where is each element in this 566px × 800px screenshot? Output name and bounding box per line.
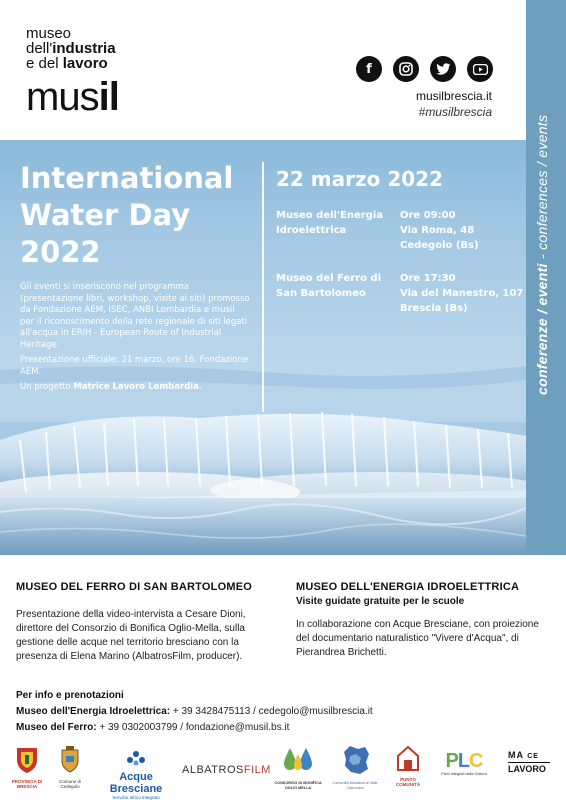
venue-2-name: Museo del Ferro di San Bartolomeo [276, 273, 382, 299]
description-text: Gli eventi si inseriscono nel programma (presentazione libri, workshop, visite ai siti) promosso da Fondazione AEM, ISEC, ANBI Lombardia e musil per il riconoscimento della rete regionale di siti legati all'acqua in ERIH - European Route of Industrial Heritage. [20, 282, 250, 350]
matrice-lavoro-logo: MA CE LAVORO [508, 750, 550, 774]
project-text: Un progetto Matrice Lavoro Lombardia. [20, 382, 202, 392]
municipal-crest-icon [59, 746, 81, 774]
hero-divider [262, 162, 264, 412]
right-column-subheading: Visite guidate gratuite per le scuole [296, 596, 465, 607]
logo-line-1: museo [26, 25, 72, 42]
comunita-montana-logo: Comunità Montana di Valle Camonica [332, 744, 378, 790]
comune-logo: Comune di Cedegolo [54, 746, 86, 789]
right-column-heading: MUSEO DELL'ENERGIA IDROELETTRICA [296, 581, 520, 593]
contact-info [16, 688, 373, 736]
venue-1-details: Ore 09:00 Via Roma, 48 Cedegolo (Bs) [400, 210, 479, 251]
right-column-text: In collaborazione con Acque Bresciane, con proiezione del documentario naturalistico "Vivere d'Acqua", di Pierandrea Brichetti. [296, 619, 539, 658]
youtube-icon[interactable] [467, 56, 493, 82]
droplets-icon [281, 744, 315, 776]
contact-ferro-value[interactable]: + 39 0302003799 / fondazione@musil.bs.it [96, 722, 290, 733]
left-column-text: Presentazione della video-intervista a Cesare Dioni, direttore del Consorzio di Bonifica Oglio-Mella, sulla gestione delle acque nel territorio bresciano con la presenza di Elena Marino (AlbatrosFilm, producer). [16, 609, 246, 662]
event-description [20, 282, 250, 398]
hero-banner [0, 140, 526, 555]
hashtag: #musilbrescia [418, 105, 492, 119]
category-label: conferenze / eventi - conferences / events [534, 114, 550, 395]
logo-line-3: e del lavoro [26, 55, 108, 72]
facebook-icon[interactable]: f [356, 56, 382, 82]
punto-comunita-logo: PUNTO COMUNITÀ [388, 744, 428, 787]
logo-musil: musil [26, 75, 119, 119]
provincia-logo: PROVINCIA DI BRESCIA [10, 746, 44, 789]
website-block [416, 88, 492, 120]
event-date: 22 marzo 2022 [276, 167, 444, 191]
social-links [356, 56, 493, 82]
partner-logos [10, 742, 556, 800]
instagram-icon[interactable] [393, 56, 419, 82]
contact-line-ferro: Museo del Ferro: + 39 0302003799 / fondazione@musil.bs.it [16, 722, 290, 733]
twitter-icon[interactable] [430, 56, 456, 82]
website-link[interactable]: musilbrescia.it [415, 89, 492, 103]
crest-icon [15, 746, 39, 774]
musil-logo[interactable] [26, 26, 119, 117]
presentation-text: Presentazione ufficiale: 21 marzo, ore 16, Fondazione AEM. [20, 355, 249, 377]
venue-1-name: Museo dell'Energia Idroelettrica [276, 210, 384, 236]
event-title: International Water Day 2022 [20, 161, 234, 269]
contact-title: Per info e prenotazioni [16, 690, 124, 701]
water-drops-icon [126, 750, 146, 766]
consorzio-logo: CONSORZIO DI BONIFICA OGLIO MELLA [274, 744, 322, 790]
albatros-film-logo: ALBATROSFILM [182, 764, 271, 776]
venue-2-details: Ore 17:30 Via del Manestro, 107 Brescia (Bs) [400, 273, 524, 314]
building-icon [395, 744, 421, 772]
plc-logo: PLC Piani Integrati della Cultura [441, 750, 487, 776]
left-column-heading: MUSEO DEL FERRO DI SAN BARTOLOMEO [16, 581, 252, 593]
contact-cedegolo-value[interactable]: + 39 3428475113 / cedegolo@musilbrescia.it [170, 706, 373, 717]
logo-line-2: dell'industria [26, 40, 116, 57]
region-map-icon [338, 744, 372, 776]
header [0, 0, 526, 140]
contact-line-cedegolo: Museo dell'Energia Idroelettrica: + 39 3428475113 / cedegolo@musilbrescia.it [16, 706, 373, 717]
acque-bresciane-logo: Acque Bresciane Servizio Idrico Integrato [96, 750, 176, 800]
